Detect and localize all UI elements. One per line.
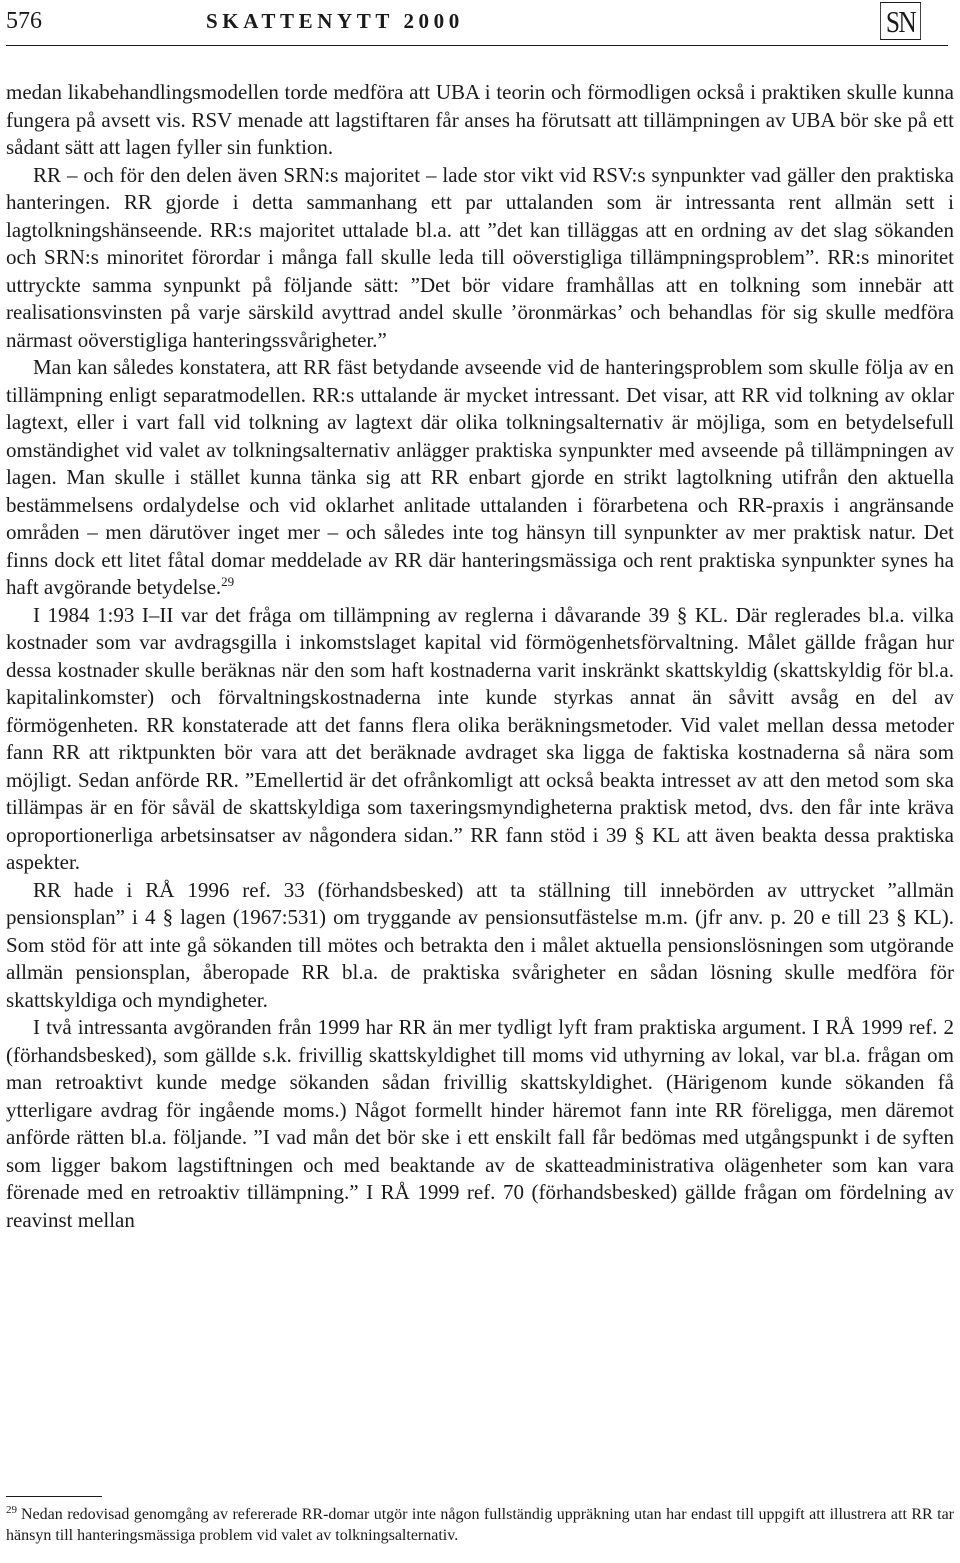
footnote-rule (6, 1496, 102, 1497)
footnote-text: Nedan redovisad genomgång av refererade RR-domar utgör inte någon fullständig uppräkning utan har endast till uppgift att illustrera att RR tar hänsyn till hanteringsmässiga problem vid valet av tolkningsalternativ. (6, 1506, 954, 1544)
paragraph: I 1984 1:93 I–II var det fråga om tillämpning av reglerna i dåvarande 39 § KL. Där reglerades bl.a. vilka kostnader som var avdragsgilla i inkomstslaget kapital vid förmögenhetsförvaltning. Målet gällde frågan hur dessa kostnader skulle beräknas när den som haft kostnaderna varit inskränkt skattskyldig (skattskyldig för bl.a. kapitalinkomster) och förvaltningskostnaderna inte kunde styrkas annat än såvitt avsåg en del av förmögenheten. RR konstaterade att det fanns flera olika beräkningsmetoder. Vid valet mellan dessa metoder fann RR att riktpunkten bör vara att det beräknade avdraget ska ligga de faktiska kostnaderna så nära som möjligt. Sedan anförde RR. ”Emellertid är det ofrånkomligt att också beakta intresset av att den metod som ska tillämpas är en för såväl de skattskyldiga som taxeringsmyndigheterna praktisk metod, dvs. den får inte kräva oproportionerliga arbetsinsatser av någondera sidan.” RR fann stöd i 39 § KL att även beakta dessa praktiska aspekter. (6, 602, 954, 874)
article-body (6, 79, 954, 1234)
journal-logo: SN (880, 2, 921, 40)
paragraph: medan likabehandlingsmodellen torde medföra att UBA i teorin och förmodligen också i praktiken skulle kunna fungera på avsett vis. RSV menade att lagstiftaren får anses ha förutsatt att tillämpningen av UBA bör ske på ett sådant sätt att lagen fyller sin funktion. (6, 80, 954, 159)
footnote (6, 1505, 954, 1547)
header-rule (6, 45, 948, 46)
running-header (0, 0, 960, 52)
footnote-number: 29 (6, 1503, 17, 1516)
footnote-reference[interactable]: 29 (221, 574, 235, 589)
page-number: 576 (6, 8, 42, 34)
paragraph: Man kan således konstatera, att RR fäst betydande avseende vid de hanteringsproblem som skulle följa av en tillämpning enligt separatmodellen. RR:s uttalande är mycket intressant. Det visar, att RR vid tolkning av oklar lagtext, eller i vart fall vid tolkning av lagtext där olika tolkningsalternativ är möjliga, som en betydelsefull omständighet vid valet av tolkningsalternativ anlägger praktiska synpunkter med avseende på tillämpningen av lagen. Man skulle i stället kunna tänka sig att RR enbart gjorde en strikt lagtolkning utifrån den aktuella bestämmelsens ordalydelse och vid oklarhet anlitade uttalanden i förarbetena och RR-praxis i angränsande områden – men därutöver inget mer – och således inte tog hänsyn till synpunkter av mer praktisk natur. Det finns dock ett litet fåtal domar meddelade av RR där hanteringsmässiga och rent praktiska synpunkter synes ha haft avgörande betydelse.$^{29}$ (6, 355, 954, 599)
paragraph: RR hade i RÅ 1996 ref. 33 (förhandsbesked) att ta ställning till innebörden av uttrycket ”allmän pensionsplan” i 4 § lagen (1967:531) om tryggande av pensionsutfästelse m.m. (jfr anv. p. 20 e till 23 § KL). Som stöd för att inte gå sökanden till mötes och betrakta den i målet aktuella pensionslösningen som utgörande allmän pensionsplan, åberopade RR bl.a. de praktiska svårigheter en sådan lösning skulle medföra för skattskyldiga och myndigheter. (6, 877, 954, 1012)
paragraph: I två intressanta avgöranden från 1999 har RR än mer tydligt lyft fram praktiska argument. I RÅ 1999 ref. 2 (förhandsbesked), som gällde s.k. frivillig skattskyldighet till moms vid uthyrning av lokal, var bl.a. frågan om man retroaktivt kunde medge sökanden sådan frivillig skattskyldighet. (Härigenom kunde sökanden få ytterligare avdrag för ingående moms.) Något formellt hinder häremot fann inte RR föreligga, men däremot anförde rätten bl.a. följande. ”I vad mån det bör ske i ett enskilt fall får bedömas med utgångspunkt i de syften som ligger bakom lagstiftningen och med beaktande av de skatteadministrativa olägenheter som kan vara förenade med en retroaktiv tillämpning.” I RÅ 1999 ref. 70 (förhandsbesked) gällde frågan om fördelning av reavinst mellan (6, 1015, 954, 1232)
paragraph: RR – och för den delen även SRN:s majoritet – lade stor vikt vid RSV:s synpunkter vad gäller den praktiska hanteringen. RR gjorde i detta sammanhang ett par uttalanden som är intressanta rent allmän sett i lagtolkningshänseende. RR:s majoritet uttalade bl.a. att ”det kan tilläggas att en ordning av det slag sökanden och SRN:s minoritet förordar i många fall skulle leda till oöverstigliga tillämpningsproblem”. RR:s minoritet uttryckte samma synpunkt på följande sätt: ”Det bör vidare framhållas att en tolkning som innebär att realisationsvinsten på varje särskild avyttrad andel skulle ’öronmärkas’ och behandlas för sig skulle medföra närmast oöverstigliga hanteringssvårigheter.” (6, 162, 954, 352)
journal-title: SKATTENYTT 2000 (206, 9, 464, 33)
